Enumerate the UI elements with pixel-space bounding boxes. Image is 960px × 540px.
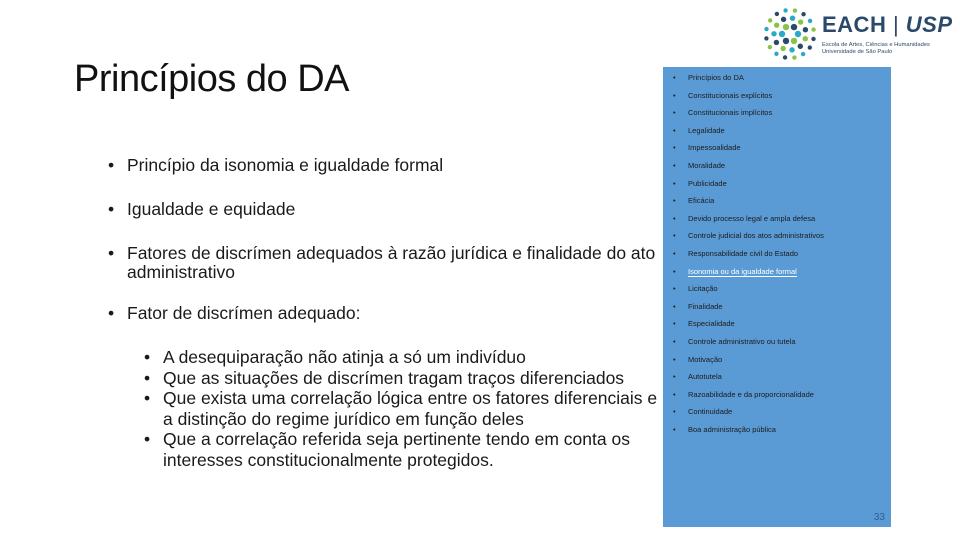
logo-dot bbox=[801, 12, 805, 16]
logo-dot bbox=[792, 55, 796, 59]
topic-item[interactable] bbox=[671, 355, 886, 373]
logo-dot bbox=[803, 27, 808, 32]
topic-item[interactable] bbox=[671, 425, 886, 443]
logo-dot bbox=[768, 45, 772, 49]
topic-item[interactable] bbox=[671, 249, 886, 267]
logo-dot bbox=[764, 36, 768, 40]
topic-item-label: Controle judicial dos atos administrativos bbox=[688, 231, 824, 241]
logo-dot bbox=[791, 24, 797, 30]
topic-item-label: Princípios do DA bbox=[688, 73, 744, 82]
topic-item-label: Licitação bbox=[688, 284, 718, 294]
main-bullet-2: • Igualdade e equidade bbox=[108, 200, 295, 219]
logo-dot bbox=[795, 31, 801, 37]
sub-bullet-list bbox=[144, 347, 659, 470]
logo-dot bbox=[808, 45, 812, 49]
logo-dot bbox=[764, 27, 768, 31]
topic-item-label: Impessoalidade bbox=[688, 143, 741, 153]
each-logo-rosette-icon bbox=[764, 8, 816, 60]
logo-dot bbox=[781, 17, 786, 22]
logo-dot bbox=[768, 18, 772, 22]
logo-dot bbox=[791, 38, 797, 44]
logo-dot bbox=[789, 47, 794, 52]
topic-item[interactable] bbox=[671, 267, 886, 285]
topic-item-label: Razoabilidade e da proporcionalidade bbox=[688, 389, 814, 399]
topic-item-label: Publicidade bbox=[688, 178, 727, 188]
logo-dot bbox=[774, 52, 778, 56]
topic-item[interactable] bbox=[671, 161, 886, 179]
topic-item-label: Responsabilidade civil do Estado bbox=[688, 248, 799, 258]
topic-item-label: Isonomia ou da igualdade formal bbox=[688, 266, 797, 276]
logo-name: EACH | USP bbox=[822, 12, 953, 37]
topic-item[interactable] bbox=[671, 179, 886, 197]
sub-bullet-4: • Que a correlação referida seja pertinente tendo em conta os interesses constitucionalmente protegidos. bbox=[144, 429, 659, 470]
logo-subtitle: Escola de Artes, Ciências e Humanidades Universidade de São Paulo bbox=[822, 42, 930, 55]
topic-item-label: Autotutela bbox=[688, 372, 722, 382]
logo-dot bbox=[783, 24, 789, 30]
each-usp-logo bbox=[764, 6, 953, 62]
logo-dot bbox=[811, 37, 815, 41]
logo-dot bbox=[801, 52, 805, 56]
main-bullet-4: • Fator de discrímen adequado: bbox=[108, 304, 360, 323]
logo-dot bbox=[783, 8, 787, 12]
topic-item[interactable] bbox=[671, 284, 886, 302]
sub-bullet-3: • Que exista uma correlação lógica entre os fatores diferenciais e a distinção do regime jurídico em função deles bbox=[144, 388, 659, 429]
topic-item-label: Eficácia bbox=[688, 196, 715, 206]
main-bullet-1: • Princípio da isonomia e igualdade formal bbox=[108, 156, 443, 175]
logo-dot bbox=[798, 19, 803, 24]
logo-dot bbox=[798, 44, 803, 49]
logo-dot bbox=[803, 36, 808, 41]
sub-bullet-2: • Que as situações de discrímen tragam traços diferenciados bbox=[144, 368, 659, 389]
topic-item[interactable] bbox=[671, 337, 886, 355]
topic-item[interactable] bbox=[671, 231, 886, 249]
topic-item-label: Constitucionais explícitos bbox=[688, 90, 773, 100]
logo-dot bbox=[779, 31, 785, 37]
sub-bullet-1: • A desequiparação não atinja a só um indivíduo bbox=[144, 347, 659, 368]
topic-item[interactable] bbox=[671, 108, 886, 126]
topic-item-label: Moralidade bbox=[688, 160, 726, 170]
topic-item-label: Finalidade bbox=[688, 301, 723, 311]
topics-sidebar bbox=[663, 67, 891, 527]
topic-item-label: Boa administração pública bbox=[688, 424, 776, 434]
page-number: 33 bbox=[873, 512, 885, 523]
topic-item-label: Legalidade bbox=[688, 125, 725, 135]
topic-item[interactable] bbox=[671, 372, 886, 390]
logo-dot bbox=[811, 27, 815, 31]
logo-dot bbox=[808, 19, 812, 23]
topic-item[interactable] bbox=[671, 143, 886, 161]
topic-item-label: Especialidade bbox=[688, 319, 735, 329]
slide-title: Princípios do DA bbox=[74, 58, 350, 100]
topic-item[interactable] bbox=[671, 126, 886, 144]
topic-item-label: Continuidade bbox=[688, 407, 733, 417]
topic-item[interactable] bbox=[671, 302, 886, 320]
topic-item[interactable] bbox=[671, 73, 886, 91]
topic-item-label: Controle administrativo ou tutela bbox=[688, 336, 796, 346]
logo-dot bbox=[774, 40, 779, 45]
logo-dot bbox=[780, 46, 785, 51]
logo-dot bbox=[775, 12, 779, 16]
topic-item-label: Devido processo legal e ampla defesa bbox=[688, 213, 816, 223]
topic-item[interactable] bbox=[671, 390, 886, 408]
topic-item[interactable] bbox=[671, 407, 886, 425]
logo-dot bbox=[783, 55, 787, 59]
topic-item[interactable] bbox=[671, 319, 886, 337]
topic-item[interactable] bbox=[671, 196, 886, 214]
logo-dot bbox=[771, 31, 776, 36]
logo-dot bbox=[790, 15, 795, 20]
topic-item-label: Motivação bbox=[688, 354, 723, 364]
logo-dot bbox=[783, 38, 789, 44]
topic-item[interactable] bbox=[671, 214, 886, 232]
topic-item-label: Constitucionais implícitos bbox=[688, 108, 773, 118]
topics-list bbox=[671, 73, 886, 442]
logo-dot bbox=[793, 8, 797, 12]
topic-item[interactable] bbox=[671, 91, 886, 109]
logo-dot bbox=[774, 22, 779, 27]
main-bullet-3: • Fatores de discrímen adequados à razão jurídica e finalidade do ato administrativo bbox=[108, 244, 657, 282]
